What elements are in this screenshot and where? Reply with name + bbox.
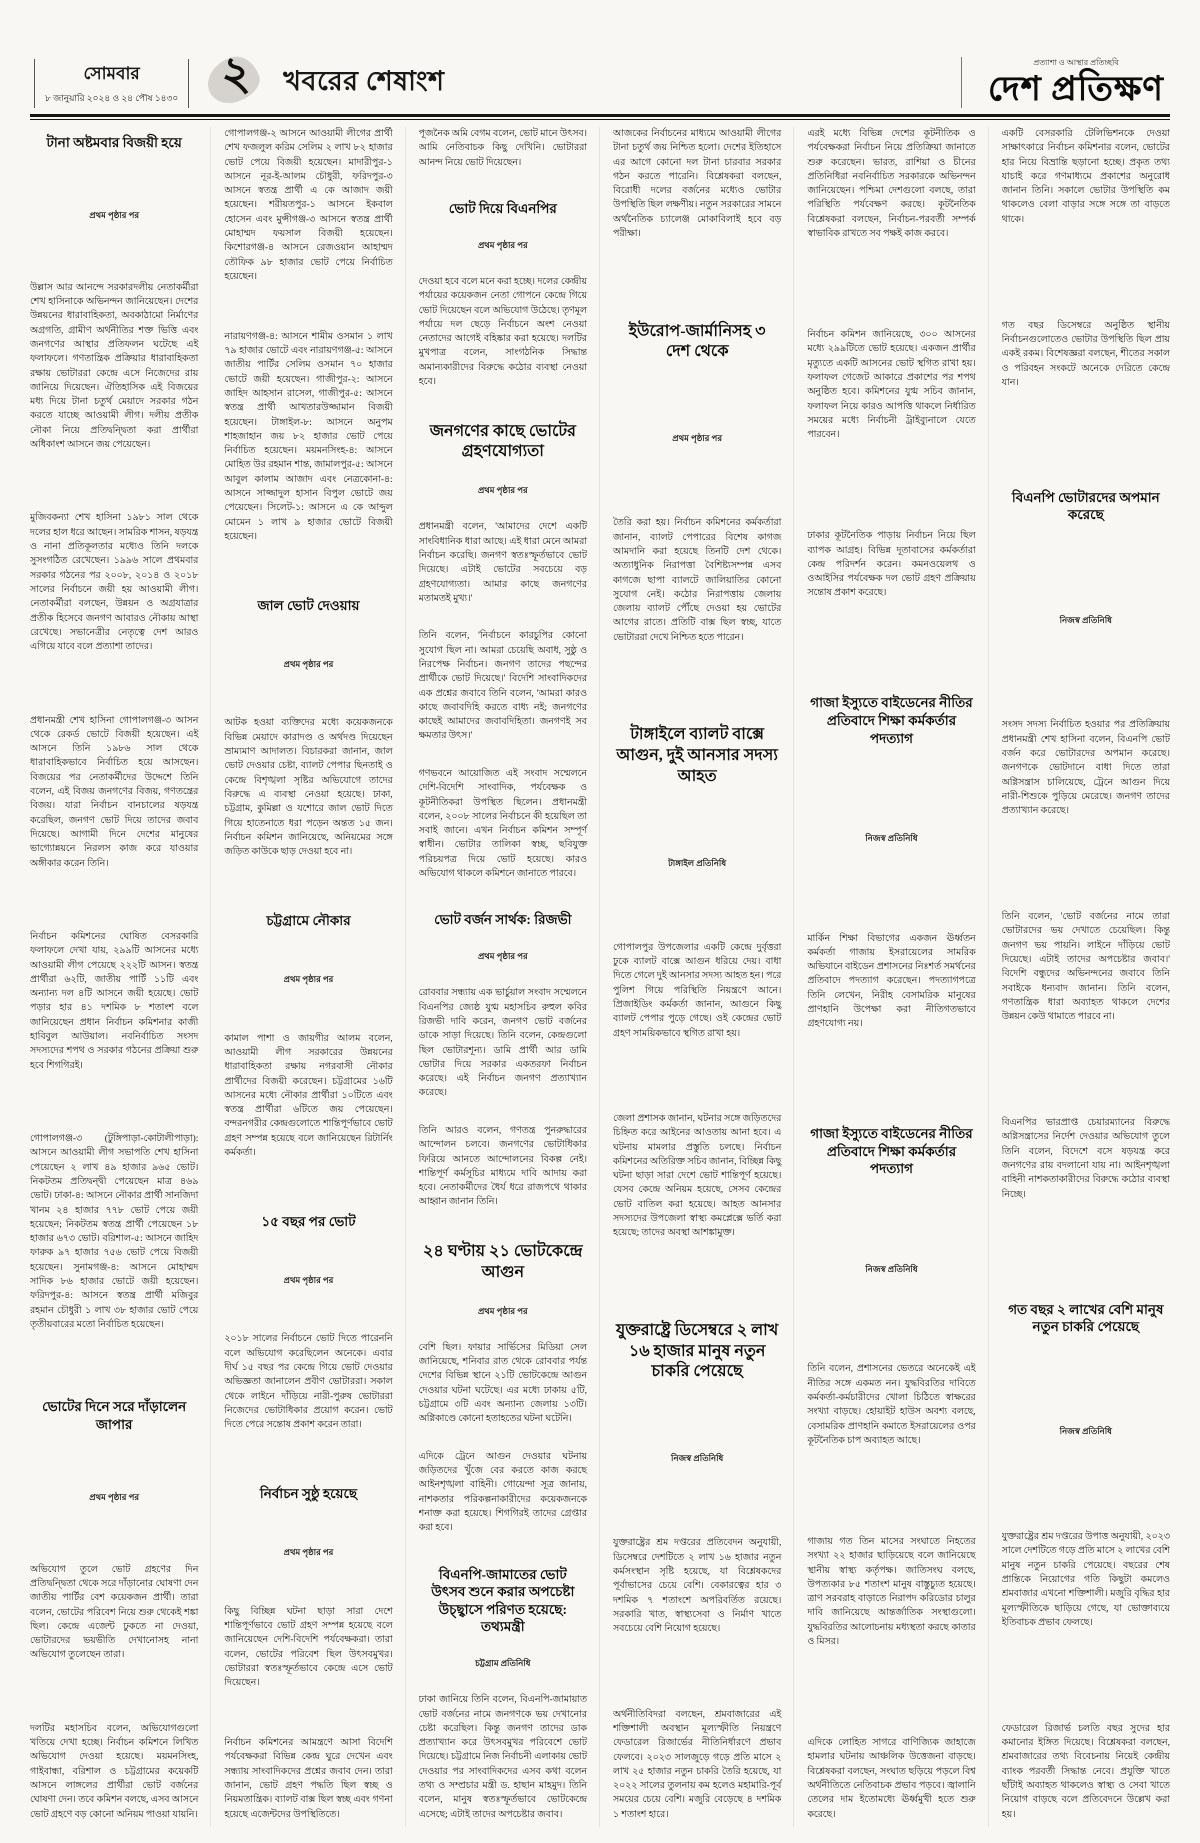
- article-paragraph: এরই মধ্যে বিভিন্ন দেশের কূটনীতিক ও পর্যবেক্ষকরা নির্বাচন নিয়ে প্রতিক্রিয়া জানাতে শুরু করেছেন। ভারত, রাশিয়া ও চীনের প্রতিনিধিরা নবনির্বাচিত সরকারকে অভিনন্দন জানিয়েছেন। পশ্চিমা দেশগুলো বলছে, তারা পরিস্থিতি পর্যবেক্ষণ করছে। কূটনৈতিক বিশ্লেষকরা বলছেন, নির্বাচন-পরবর্তী সম্পর্ক স্বাভাবিক রাখতে সব পক্ষই কাজ করবে।: [807, 129, 976, 240]
- article-paragraph: কিছু বিচ্ছিন্ন ঘটনা ছাড়া সারা দেশে শান্তিপূর্ণভাবে ভোট গ্রহণ সম্পন্ন হয়েছে বলে জানিয়েছেন দেশি-বিদেশি পর্যবেক্ষকরা। তারা বলেন, ভোটের পরিবেশ ছিল উৎসবমুখর। ভোটাররা স্বতঃস্ফূর্তভাবে কেন্দ্রে এসে ভোট দিয়েছেন।: [224, 1606, 393, 1689]
- article-paragraph: তিনি বলেন, 'ভোট বর্জনের নামে তারা ভোটারদের ভয় দেখাতে চেয়েছিল। কিন্তু জনগণ ভয় পায়নি। লাইনে দাঁড়িয়ে ভোট দিয়েছে। এটাই তাদের অপচেষ্টার জবাব।' বিদেশি বন্ধুদের অভিনন্দনের জবাবে তিনি সবাইকে ধন্যবাদ জানান। তিনি বলেন, গণতান্ত্রিক ধারা অব্যাহত থাকলে দেশের উন্নয়ন কেউ থামাতে পারবে না।: [1001, 912, 1170, 1023]
- article-paragraph: নারায়ণগঞ্জ-৪: আসনে শামীম ওসমান ১ লাখ ৭৯ হাজার ভোটে এবং নারায়ণগঞ্জ-৫: আসনে জাতীয় পার্টির সেলিম ওসমান ৭০ হাজার ভোটে জয়ী হয়েছেন। গাজীপুর-২: আসনে জাহিদ আহসান রাসেল, গাজীপুর-৫: আসনে স্বতন্ত্র প্রার্থী আখতারউজ্জামান বিজয়ী হয়েছেন। টাঙ্গাইল-৮: আসনে অনুপম শাহজাহান জয় ৮২ হাজার ভোট পেয়ে নির্বাচিত হয়েছেন। ময়মনসিংহ-৪: আসনে মোহিত উর রহমান শান্ত, জামালপুর-৫: আসনে আবুল কালাম আজাদ এবং নেত্রকোনা-৪: আসনে সাজ্জাদুল হাসান বিপুল ভোটে জয় পেয়েছেন। সিলেট-১: আসনে এ কে আব্দুল মোমেন ১ লাখ ৯ হাজার ভোটে বিজয়ী হয়েছেন।: [224, 331, 393, 542]
- column-5: [807, 127, 988, 1827]
- article-byline: নিজস্ব প্রতিনিধি: [1059, 1426, 1112, 1437]
- newspaper-logo: দেশ প্রতিক্ষণ: [988, 70, 1164, 108]
- column-2: [224, 127, 405, 1827]
- article-paragraph: তিনি বলেন, 'নির্বাচনে কারচুপির কোনো সুযোগ ছিল না। আমরা চেয়েছি অবাধ, সুষ্ঠু ও নিরপেক্ষ নির্বাচন। জনগণ তাদের পছন্দের প্রার্থীকে ভোট দিয়েছে।' বিদেশি সাংবাদিকদের এক প্রশ্নের জবাবে তিনি বলেন, 'আমরা কারও কাছে জবাবদিহি করতে বাধ্য নই; জনগণের কাছেই আমাদের জবাবদিহিতা। জনগণই সব ক্ষমতার উৎস।': [418, 631, 587, 742]
- column-3: [419, 127, 600, 1827]
- article-byline: প্রথম পৃষ্ঠার পর: [283, 974, 334, 985]
- article-byline: প্রথম পৃষ্ঠার পর: [477, 951, 528, 962]
- article-byline: প্রথম পৃষ্ঠার পর: [89, 209, 140, 220]
- article-paragraph: উল্লাস আর আনন্দে সরকারদলীয় নেতাকর্মীরা শেখ হাসিনাকে অভিনন্দন জানিয়েছেন। দেশের উন্নয়নের ধারাবাহিকতা, অবকাঠামো নির্মাণের অগ্রগতি, গ্রামীণ অর্থনীতির শক্ত ভিত্তি এবং জনগণের আস্থার প্রতিফলন ঘটেছে এই ফলাফলে। গণতান্ত্রিক প্রক্রিয়ার ধারাবাহিকতা রক্ষায় ভোটাররা কেন্দ্রে এসে নিজেদের রায় জানিয়ে দিয়েছেন। ঐতিহাসিক এই বিজয়ের মধ্য দিয়ে টানা চতুর্থ মেয়াদে সরকার গঠন করতে যাচ্ছে আওয়ামী লীগ। দলীয় প্রতীক নৌকা নিয়ে প্রতিদ্বন্দ্বিতা করা প্রার্থীরা অধিকাংশ আসনে জয় পেয়েছেন।: [30, 282, 199, 451]
- article-headline: ভোট বর্জন সার্থক: রিজভী: [434, 912, 572, 928]
- date-label: ৮ জানুয়ারি ২০২৪ ও ২৪ পৌষ ১৪৩০: [45, 93, 179, 103]
- article-headline: বিএনপি ভোটারদের অপমান করেছে: [1011, 489, 1160, 523]
- article-paragraph: এদিকে ট্রেনে আগুন দেওয়ার ঘটনায় জড়িতদের খুঁজে বের করতে কাজ করছে আইনশৃঙ্খলা বাহিনী। গোয়েন্দা সূত্র জানায়, নাশকতার পরিকল্পনাকারীদের কয়েকজনকে শনাক্ত করা হয়েছে। শিগগিরই তাদের গ্রেপ্তার করা হবে।: [418, 1451, 587, 1534]
- article-paragraph: মুজিবকন্যা শেখ হাসিনা ১৯৮১ সাল থেকে দলের হাল ধরে আছেন। সামরিক শাসন, ষড়যন্ত্র ও নানা প্রতিকূলতার মধ্যেও তিনি দলকে সুসংগঠিত রেখেছেন। ১৯৯৬ সালে প্রথমবার সরকার গঠনের পর ২০০৮, ২০১৪ ও ২০১৮ সালের নির্বাচনে জয়ী হয় আওয়ামী লীগ। নেতাকর্মীরা বলছেন, উন্নয়ন ও অগ্রযাত্রার প্রতীক হিসেবে জনগণ আবারও নৌকায় আস্থা রেখেছে। সভানেত্রীর নেতৃত্বে দেশ আরও এগিয়ে যাবে বলে প্রত্যাশা তাদের।: [30, 513, 199, 653]
- article-paragraph: তিনি আরও বলেন, গণতন্ত্র পুনরুদ্ধারের আন্দোলন চলবে। জনগণের ভোটাধিকার ফিরিয়ে আনতে আন্দোলনের বিকল্প নেই। শান্তিপূর্ণ কর্মসূচির মাধ্যমে দাবি আদায় করা হবে। নেতাকর্মীদের ধৈর্য ধরে রাজপথে থাকার আহ্বান জানান তিনি।: [418, 1125, 587, 1208]
- article-headline: ভোট দিয়ে বিএনপির: [448, 201, 557, 217]
- article-headline: ইউরোপ-জার্মানিসহ ৩ দেশ থেকে: [628, 322, 766, 361]
- article-paragraph: একটি বেসরকারি টেলিভিশনকে দেওয়া সাক্ষাৎকারে নির্বাচন কমিশনার বলেন, ভোটের হার নিয়ে বিভ্রান্তি ছড়ানো হচ্ছে। প্রকৃত তথ্য যাচাই করে গণমাধ্যমে প্রকাশের অনুরোধ জানান তিনি। সকালে ভোটার উপস্থিতি কম থাকলেও বেলা বাড়ার সঙ্গে সঙ্গে তা বাড়তে থাকে।: [1001, 129, 1170, 225]
- article-paragraph: গণভবনে আয়োজিত এই সংবাদ সম্মেলনে দেশি-বিদেশি সাংবাদিক, পর্যবেক্ষক ও কূটনীতিকরা উপস্থিত ছিলেন। প্রধানমন্ত্রী বলেন, ২০০৮ সালের নির্বাচনে কী হয়েছিল তা সবাই জানে। এখন নির্বাচন কমিশন সম্পূর্ণ স্বাধীন। ভোটার তালিকা স্বচ্ছ, ছবিযুক্ত পরিচয়পত্র দিয়ে ভোট হয়েছে। কারও অভিযোগ থাকলে কমিশনে জানাতে পারবে।: [418, 768, 587, 880]
- column-1: [30, 127, 211, 1827]
- logo-tagline: প্রত্যাশা ও আস্থার প্রতিচ্ছবি: [1033, 57, 1119, 67]
- masthead: [30, 14, 1170, 117]
- article-byline: নিজস্ব প্রতিনিধি: [671, 1453, 724, 1464]
- logo-block: [961, 57, 1166, 108]
- article-byline: নিজস্ব প্রতিনিধি: [865, 1263, 918, 1274]
- article-paragraph: জেলা প্রশাসক জানান, ঘটনার সঙ্গে জড়িতদের চিহ্নিত করে আইনের আওতায় আনা হবে। এ ঘটনায় মামলার প্রস্তুতি চলছে। নির্বাচন কমিশনের অতিরিক্ত সচিব জানান, বিচ্ছিন্ন কিছু ঘটনা ছাড়া সারা দেশে ভোট শান্তিপূর্ণ হয়েছে। যেসব কেন্দ্রে অনিয়ম হয়েছে, সেসব কেন্দ্রের ভোট বাতিল করা হয়েছে। আহত আনসার সদস্যদের উপজেলা স্বাস্থ্য কমপ্লেক্সে ভর্তি করা হয়েছে; তাদের অবস্থা আশঙ্কামুক্ত।: [612, 1113, 782, 1239]
- article-paragraph: ২০১৮ সালের নির্বাচনে ভোট দিতে পারেননি বলে অভিযোগ করেছিলেন অনেকে। এবার দীর্ঘ ১৫ বছর পর কেন্দ্রে গিয়ে ভোট দেওয়ার অভিজ্ঞতা জানালেন প্রবীণ ভোটাররা। সকাল থেকে লাইনে দাঁড়িয়ে নারী-পুরুষ ভোটাররা নিজেদের ভোটাধিকার প্রয়োগ করেন। ভোট দিতে পেরে সন্তোষ প্রকাশ করেন তারা।: [224, 1334, 393, 1431]
- article-byline: নিজস্ব প্রতিনিধি: [865, 832, 918, 843]
- article-byline: চট্টগ্রাম প্রতিনিধি: [475, 1658, 531, 1669]
- article-headline: চট্টগ্রামে নৌকার: [266, 912, 351, 928]
- article-paragraph: দলটির মহাসচিব বলেন, অভিযোগগুলো খতিয়ে দেখা হচ্ছে। নির্বাচন কমিশনে লিখিত অভিযোগ দেওয়া হয়েছে। ময়মনসিংহ, গাইবান্ধা, বরিশাল ও চট্টগ্রামের কয়েকটি আসনে লাঙ্গলের প্রার্থীরা ভোট বর্জনের ঘোষণা দেন। তবে কমিশন বলছে, এসব আসনে ভোট গ্রহণে বড় কোনো অনিয়ম পাওয়া যায়নি।: [30, 1723, 199, 1820]
- column-4: [613, 127, 794, 1827]
- article-headline: টানা অষ্টমবার বিজয়ী হয়ে: [46, 135, 182, 150]
- article-paragraph: তৈরি করা হয়। নির্বাচন কমিশনের কর্মকর্তারা জানান, ব্যালট পেপারের বিশেষ কাগজ আমদানি করা হয়েছে তিনটি দেশ থেকে। অত্যাধুনিক নিরাপত্তা বৈশিষ্ট্যসম্পন্ন এসব কাগজে ছাপা ব্যালটে জালিয়াতির কোনো সুযোগ নেই। কঠোর নিরাপত্তায় জেলায় জেলায় ব্যালট পৌঁছে দেওয়া হয় ভোটের আগের রাতে। প্রতিটি বাক্স ছিল স্বচ্ছ, যাতে ভোটাররা দেখে নিশ্চিত হতে পারেন।: [612, 518, 782, 643]
- article-paragraph: বেশি ছিল। ফায়ার সার্ভিসের মিডিয়া সেল জানিয়েছে, শনিবার রাত থেকে রোববার পর্যন্ত দেশের বিভিন্ন স্থানে ২১টি ভোটকেন্দ্রে আগুন দেওয়ার ঘটনা ঘটেছে। এর মধ্যে ঢাকায় ৫টি, চট্টগ্রামে ৩টি এবং অন্যান্য জেলায় ১৩টি। অগ্নিকাণ্ডে কোনো হতাহতের ঘটনা ঘটেনি।: [418, 1342, 587, 1425]
- article-byline: প্রথম পৃষ্ঠার পর: [283, 1547, 334, 1558]
- article-paragraph: গাজায় গত তিন মাসের সংঘাতে নিহতের সংখ্যা ২২ হাজার ছাড়িয়েছে বলে জানিয়েছে স্থানীয় স্বাস্থ্য কর্তৃপক্ষ। জাতিসংঘ বলছে, উপত্যকার ৮৫ শতাংশ মানুষ বাস্তুচ্যুত হয়েছে। ত্রাণ সরবরাহ বাড়াতে নিরাপদ করিডোর চালুর দাবি জানিয়েছে আন্তর্জাতিক সংস্থাগুলো। যুদ্ধবিরতির আলোচনায় মধ্যস্থতা করছে কাতার ও মিসর।: [807, 1536, 976, 1648]
- article-headline: জনগণের কাছে ভোটের গ্রহণযোগ্যতা: [429, 422, 576, 461]
- article-paragraph: পূজনৈক অমি বেগম বলেন, ভোট মানে উৎসব। আমি নেতিবাচক কিছু দেখিনি। ভোটাররা আনন্দ নিয়ে ভোট দিয়েছেন।: [418, 129, 587, 168]
- article-paragraph: রোববার সন্ধ্যায় এক ভার্চুয়াল সংবাদ সম্মেলনে বিএনপির জ্যেষ্ঠ যুগ্ম মহাসচিব রুহুল কবির রিজভী দাবি করেন, জনগণ ভোট বর্জনের ডাকে সাড়া দিয়েছে। তিনি বলেন, কেন্দ্রগুলো ছিল ভোটারশূন্য। ডামি প্রার্থী আর ডামি ভোটার দিয়ে সরকার একতরফা নির্বাচন করেছে। এই নির্বাচন জনগণ প্রত্যাখ্যান করেছে।: [418, 988, 587, 1099]
- article-headline: ভোটের দিনে সরে দাঁড়ালেন জাপার: [42, 1399, 187, 1432]
- article-headline: গাজা ইস্যুতে বাইডেনের নীতির প্রতিবাদে শিক্ষা কর্মকর্তার পদত্যাগ: [810, 1126, 973, 1177]
- article-paragraph: নির্বাচন কমিশনের আমন্ত্রণে আসা বিদেশি পর্যবেক্ষকরা বিভিন্ন কেন্দ্র ঘুরে দেখেন এবং সন্ধ্যায় সাংবাদিকদের প্রশ্নের জবাব দেন। তারা জানান, ভোট গ্রহণ পদ্ধতি ছিল স্বচ্ছ ও নিয়মতান্ত্রিক। ব্যালট বাক্স ছিল স্বচ্ছ এবং গণনা হয়েছে এজেন্টদের উপস্থিতিতে।: [224, 1738, 393, 1820]
- article-paragraph: যুক্তরাষ্ট্রের শ্রম দপ্তরের উপাত্ত অনুযায়ী, ২০২৩ সালে দেশটিতে গড়ে প্রতি মাসে ২ লাখের বেশি মানুষ নতুন চাকরি পেয়েছে। বছরের শেষ প্রান্তিকে নিয়োগের গতি কিছুটা কমলেও শ্রমবাজার এখনো শক্তিশালী। মজুরি বৃদ্ধির হার মূল্যস্ফীতিকে ছাড়িয়ে গেছে, যা ভোক্তাব্যয়ে ইতিবাচক প্রভাব ফেলছে।: [1001, 1532, 1170, 1628]
- article-paragraph: ঢাকা জানিয়ে তিনি বলেন, বিএনপি-জামায়াত ভোট বর্জনের নামে জনগণকে ভয় দেখানোর চেষ্টা করেছিল। কিন্তু জনগণ তাদের ডাক প্রত্যাখ্যান করে উৎসবমুখর পরিবেশে ভোট দিয়েছে। চট্টগ্রামে নিজ নির্বাচনী এলাকায় ভোট দেওয়ার পর সাংবাদিকদের এসব কথা বলেন তথ্য ও সম্প্রচার মন্ত্রী ড. হাছান মাহমুদ। তিনি বলেন, মানুষ স্বতঃস্ফূর্তভাবে ভোটকেন্দ্রে এসেছে; এটাই তাদের অপচেষ্টার জবাব।: [418, 1695, 587, 1820]
- article-byline: প্রথম পৃষ্ঠার পর: [89, 1491, 140, 1502]
- article-headline: টাঙ্গাইলে ব্যালট বাক্সে আগুন, দুই আনসার সদস্য আহত: [616, 726, 778, 785]
- article-paragraph: অর্থনীতিবিদরা বলছেন, শ্রমবাজারের এই শক্তিশালী অবস্থান মূল্যস্ফীতি নিয়ন্ত্রণে ফেডারেল রিজার্ভের নীতিনির্ধারণে প্রভাব ফেলবে। ২০২৩ সালজুড়ে গড়ে প্রতি মাসে ২ লাখ ২৫ হাজার নতুন চাকরি তৈরি হয়েছে, যা ২০২২ সালের তুলনায় কম হলেও মহামারি-পূর্ব সময়ের চেয়ে বেশি। মজুরি বেড়েছে ৪ দশমিক ১ শতাংশ হারে।: [612, 1709, 782, 1820]
- article-headline: গত বছর ২ লাখের বেশি মানুষ নতুন চাকরি পেয়েছে: [1008, 1301, 1164, 1335]
- article-paragraph: আটক হওয়া ব্যক্তিদের মধ্যে কয়েকজনকে বিভিন্ন মেয়াদে কারাদণ্ড ও অর্থদণ্ড দিয়েছেন ভ্রাম্যমাণ আদালত। বিচারকরা জানান, জাল ভোট দেওয়ার চেষ্টা, ব্যালট পেপার ছিনতাই ও কেন্দ্রে বিশৃঙ্খলা সৃষ্টির অভিযোগে তাদের বিরুদ্ধে এ ব্যবস্থা নেওয়া হয়েছে। ঢাকা, চট্টগ্রাম, কুমিল্লা ও যশোরে জাল ভোট দিতে গিয়ে হাতেনাতে ধরা পড়েন অন্তত ১৫ জন। নির্বাচন কমিশন জানিয়েছে, অনিয়মের সঙ্গে জড়িত কাউকে ছাড় দেওয়া হবে না।: [224, 718, 393, 858]
- article-paragraph: তিনি বলেন, প্রশাসনের ভেতরে অনেকেই এই নীতির সঙ্গে একমত নন। যুদ্ধবিরতির দাবিতে কর্মকর্তা-কর্মচারীদের খোলা চিঠিতে স্বাক্ষরের সংখ্যা বাড়ছে। হোয়াইট হাউস অবশ্য বলছে, বেসামরিক প্রাণহানি কমাতে ইসরায়েলের ওপর কূটনৈতিক চাপ অব্যাহত আছে।: [807, 1364, 976, 1446]
- weekday-label: সোমবার: [83, 64, 140, 83]
- article-byline: টাঙ্গাইল প্রতিনিধি: [668, 857, 727, 868]
- article-paragraph: দেওয়া হবে বলে মনে করা হচ্ছে। দলের কেন্দ্রীয় পর্যায়ের কয়েকজন নেতা গোপনে কেন্দ্রে গিয়ে ভোট দিয়েছেন বলে অভিযোগ উঠেছে। তৃণমূল পর্যায়ে দল ছেড়ে নির্বাচনে অংশ নেওয়া নেতাদের আগেই বহিষ্কার করা হয়েছে। দলটির মুখপাত্র বলেন, সাংগঠনিক সিদ্ধান্ত অমান্যকারীদের বিরুদ্ধে কঠোর ব্যবস্থা নেওয়া হবে।: [418, 276, 587, 388]
- article-paragraph: সংসদ সদস্য নির্বাচিত হওয়ার পর প্রতিক্রিয়ায় প্রধানমন্ত্রী শেখ হাসিনা বলেন, বিএনপি ভোট বর্জন করে ভোটারদের অপমান করেছে। জনগণকে ভোটদানে বাধা দিতে তারা অগ্নিসন্ত্রাস চালিয়েছে, ট্রেনে আগুন দিয়ে নারী-শিশুকে পুড়িয়ে মেরেছে। জনগণ তাদের প্রত্যাখ্যান করেছে।: [1001, 720, 1170, 817]
- article-headline: জাল ভোট দেওয়ায়: [257, 597, 360, 613]
- article-headline: ২৪ ঘণ্টায় ২১ ভোটকেন্দ্রে আগুন: [423, 1242, 583, 1281]
- article-paragraph: ফেডারেল রিজার্ভ চলতি বছর সুদের হার কমানোর ইঙ্গিত দিয়েছে। বিশ্লেষকরা বলছেন, শ্রমবাজারের তথ্য বিবেচনায় নিয়েই কেন্দ্রীয় ব্যাংক পরবর্তী সিদ্ধান্ত নেবে। প্রযুক্তি খাতে ছাঁটাই অব্যাহত থাকলেও স্বাস্থ্য ও সেবা খাতে নিয়োগ বাড়ছে বলে প্রতিবেদনে উল্লেখ করা হয়।: [1001, 1723, 1170, 1820]
- page-number: ২: [221, 48, 252, 99]
- article-byline: প্রথম পৃষ্ঠার পর: [283, 658, 334, 669]
- article-paragraph: যুক্তরাষ্ট্রের শ্রম দপ্তরের প্রতিবেদন অনুযায়ী, ডিসেম্বরে দেশটিতে ২ লাখ ১৬ হাজার নতুন কর্মসংস্থান সৃষ্টি হয়েছে, যা বিশ্লেষকদের পূর্বাভাসের চেয়ে বেশি। বেকারত্বের হার ৩ দশমিক ৭ শতাংশে অপরিবর্তিত রয়েছে। সরকারি খাত, স্বাস্থ্যসেবা ও নির্মাণ খাতে সবচেয়ে বেশি নিয়োগ হয়েছে।: [612, 1538, 782, 1635]
- article-headline: যুক্তরাষ্ট্রে ডিসেম্বরে ২ লাখ ১৬ হাজার মানুষ নতুন চাকরি পেয়েছে: [615, 1321, 779, 1381]
- article-paragraph: আজকের নির্বাচনের মাধ্যমে আওয়ামী লীগের টানা চতুর্থ জয় নিশ্চিত হলো। দেশের ইতিহাসে এর আগে কোনো দল টানা চারবার সরকার গঠন করতে পারেনি। বিশ্লেষকরা বলছেন, বিরোধী দলের বর্জনের মধ্যেও ভোটার উপস্থিতি ছিল লক্ষণীয়। নতুন সরকারের সামনে অর্থনৈতিক চ্যালেঞ্জ মোকাবিলাই হবে বড় পরীক্ষা।: [612, 129, 782, 240]
- article-paragraph: নির্বাচন কমিশনের ঘোষিত বেসরকারি ফলাফলে দেখা যায়, ২৯৯টি আসনের মধ্যে আওয়ামী লীগ পেয়েছে ২২২টি আসন। স্বতন্ত্র প্রার্থীরা ৬২টি, জাতীয় পার্টি ১১টি এবং অন্যান্য দল ৪টি আসনে জয়ী হয়েছে। ভোট পড়ার হার ৪১ দশমিক ৮ শতাংশ বলে জানিয়েছেন প্রধান নির্বাচন কমিশনার কাজী হাবিবুল আউয়াল। নবনির্বাচিত সংসদ সদস্যদের শপথ ও সরকার গঠনের প্রক্রিয়া শুরু হবে শিগগিরই।: [30, 931, 199, 1071]
- article-byline: প্রথম পৃষ্ঠার পর: [477, 239, 528, 250]
- article-headline: গাজা ইস্যুতে বাইডেনের নীতির প্রতিবাদে শিক্ষা কর্মকর্তার পদত্যাগ: [810, 695, 973, 746]
- article-headline: নির্বাচন সুষ্ঠু হয়েছে: [259, 1486, 358, 1502]
- section-title: খবরের শেষাংশ: [283, 66, 445, 96]
- article-paragraph: প্রধানমন্ত্রী বলেন, 'আমাদের দেশে একটি সাংবিধানিক ধারা আছে। এই ধারা মেনে আমরা নির্বাচন করেছি। জনগণ স্বতঃস্ফূর্তভাবে ভোট দিয়েছে। এটাই ভোটের সবচেয়ে বড় গ্রহণযোগ্যতা। আমার কাছে জনগণের মতামতই মুখ্য।': [418, 522, 587, 604]
- article-byline: প্রথম পৃষ্ঠার পর: [477, 485, 528, 496]
- page-number-block: [203, 48, 269, 108]
- columns: [30, 127, 1170, 1827]
- article-byline: প্রথম পৃষ্ঠার পর: [283, 1274, 334, 1285]
- article-paragraph: অভিযোগ তুলে ভোট গ্রহণের দিন প্রতিদ্বন্দ্বিতা থেকে সরে দাঁড়ানোর ঘোষণা দেন জাতীয় পার্টির বেশ কয়েকজন প্রার্থী। তারা বলেন, ভোটের পরিবেশ নিয়ে শুরু থেকেই শঙ্কা ছিল। কেন্দ্রে এজেন্ট ঢুকতে না দেওয়া, ভোটারদের ভয়ভীতি দেখানোসহ নানা অভিযোগ তুলেছেন তারা।: [30, 1564, 199, 1661]
- date-box: [34, 59, 189, 108]
- article-paragraph: গোপালগঞ্জ-২ আসনে আওয়ামী লীগের প্রার্থী শেখ ফজলুল করিম সেলিম ২ লাখ ৮২ হাজার ভোট পেয়ে বিজয়ী হয়েছেন। মাদারীপুর-১ আসনে নূর-ই-আলম চৌধুরী, ফরিদপুর-৩ আসনে স্বতন্ত্র প্রার্থী এ কে আজাদ জয়ী হয়েছেন। শরীয়তপুর-১ আসনে ইকবাল হোসেন এবং মুন্সীগঞ্জ-৩ আসনে স্বতন্ত্র প্রার্থী মোহাম্মদ ফয়সাল বিজয়ী হয়েছেন। কিশোরগঞ্জ-৪ আসনে রেজওয়ান আহাম্মদ তৌফিক ৯৮ হাজার ভোট পেয়ে নির্বাচিত হয়েছেন।: [224, 129, 393, 282]
- article-paragraph: কামাল পাশা ও জায়গীর আলম বলেন, আওয়ামী লীগ সরকারের উন্নয়নের ধারাবাহিকতা রক্ষায় নগরবাসী নৌকার প্রার্থীদের বিজয়ী করেছেন। চট্টগ্রামের ১৬টি আসনের মধ্যে নৌকার প্রার্থীরা ১০টিতে এবং স্বতন্ত্র প্রার্থীরা ৬টিতে জয় পেয়েছেন। বন্দরনগরীর কেন্দ্রগুলোতে শান্তিপূর্ণভাবে ভোট গ্রহণ সম্পন্ন হয়েছে বলে জানিয়েছেন রিটার্নিং কর্মকর্তা।: [224, 1033, 393, 1158]
- article-byline: প্রথম পৃষ্ঠার পর: [477, 1305, 528, 1316]
- article-headline: ১৫ বছর পর ভোট: [261, 1213, 356, 1229]
- article-byline: প্রথম পৃষ্ঠার পর: [672, 433, 722, 444]
- column-6: [1002, 127, 1170, 1827]
- article-paragraph: প্রধানমন্ত্রী শেখ হাসিনা গোপালগঞ্জ-৩ আসন থেকে রেকর্ড ভোটে বিজয়ী হয়েছেন। এই আসনে তিনি ১৯৮৬ সাল থেকে ধারাবাহিকভাবে নির্বাচিত হয়ে আসছেন। বিজয়ের পর নেতাকর্মীদের উদ্দেশে তিনি বলেন, এই বিজয় জনগণের বিজয়, গণতন্ত্রের বিজয়। যারা নির্বাচন বানচালের ষড়যন্ত্র করেছিল, জনগণ ভোট দিয়ে তাদের জবাব দিয়েছে। আগামী দিনে দেশের মানুষের ভাগ্যোন্নয়নে নিরলস কাজ করে যাওয়ার অঙ্গীকার করেন তিনি।: [30, 715, 199, 869]
- article-headline: বিএনপি-জামাতের ভোট উৎসব শুনে করার অপচেষ্টা উচ্ছ্বাসে পরিণত হয়েছে: তথ্যমন্ত্রী: [431, 1566, 575, 1635]
- article-paragraph: নির্বাচন কমিশন জানিয়েছে, ৩০০ আসনের মধ্যে ২৯৯টিতে ভোট হয়েছে। একজন প্রার্থীর মৃত্যুতে একটি আসনের ভোট স্থগিত রাখা হয়। ফলাফল গেজেট আকারে প্রকাশের পর শপথ অনুষ্ঠিত হবে। কমিশনের যুগ্ম সচিব জানান, ফলাফল নিয়ে কারও আপত্তি থাকলে নির্ধারিত সময়ের মধ্যে নির্বাচনী ট্রাইব্যুনালে যেতে পারবেন।: [807, 330, 976, 441]
- article-paragraph: গত বছর ডিসেম্বরে অনুষ্ঠিত স্থানীয় নির্বাচনগুলোতেও ভোটার উপস্থিতি ছিল প্রায় একই রকম। বিশেষজ্ঞরা বলছেন, শীতের সকাল ও পরিবহন সংকটে অনেকে দেরিতে কেন্দ্রে যান।: [1001, 320, 1170, 388]
- article-paragraph: গোপালগঞ্জ-৩ (টুঙ্গিপাড়া-কোটালীপাড়া): আসনে আওয়ামী লীগ সভাপতি শেখ হাসিনা পেয়েছেন ২ লাখ ৪৯ হাজার ৯৬৫ ভোট। নিকটতম প্রতিদ্বন্দ্বী পেয়েছেন মাত্র ৪৬৯ ভোট। ঢাকা-৪: আসনে নৌকার প্রার্থী সানজিদা খানম ২৪ হাজার ৭৭৮ ভোট পেয়ে জয়ী হয়েছেন; নিকটতম স্বতন্ত্র প্রার্থী পেয়েছেন ১৮ হাজার ৬৭৩ ভোট। বরিশাল-৫: আসনে জাহিদ ফারুক ৯৭ হাজার ৭৫৬ ভোট পেয়ে বিজয়ী হয়েছেন। সুনামগঞ্জ-৪: আসনে মোহাম্মদ সাদিক ৮৬ হাজার ভোটে জয়ী হয়েছেন। ফরিদপুর-৪: আসনে স্বতন্ত্র প্রার্থী মজিবুর রহমান চৌধুরী ১ লাখ ৩৮ হাজার ভোট পেয়ে তৃতীয়বারের মতো নির্বাচিত হয়েছেন।: [30, 1134, 199, 1330]
- article-paragraph: মার্কিন শিক্ষা বিভাগের একজন ঊর্ধ্বতন কর্মকর্তা গাজায় ইসরায়েলের সামরিক অভিযানে বাইডেন প্রশাসনের নিঃশর্ত সমর্থনের প্রতিবাদে পদত্যাগ করেছেন। পদত্যাগপত্রে তিনি লেখেন, নিরীহ বেসামরিক মানুষের প্রাণহানি উপেক্ষা করা নীতিগতভাবে গ্রহণযোগ্য নয়।: [807, 933, 976, 1030]
- article-paragraph: গোপালপুর উপজেলার একটি কেন্দ্রে দুর্বৃত্তরা ঢুকে ব্যালট বাক্সে আগুন ধরিয়ে দেয়। বাধা দিতে গেলে দুই আনসার সদস্য আহত হন। পরে পুলিশ গিয়ে পরিস্থিতি নিয়ন্ত্রণে আনে। প্রিজাইডিং কর্মকর্তা জানান, আগুনে কিছু ব্যালট পেপার পুড়ে গেছে। ওই কেন্দ্রের ভোট গ্রহণ সাময়িকভাবে স্থগিত রাখা হয়।: [612, 942, 782, 1039]
- article-paragraph: এদিকে লোহিত সাগরে বাণিজ্যিক জাহাজে হামলার ঘটনায় আঞ্চলিক উত্তেজনা বাড়ছে। বিশ্লেষকরা বলছেন, সংঘাত ছড়িয়ে পড়লে বিশ্ব অর্থনীতিতে নেতিবাচক প্রভাব পড়বে। জ্বালানি তেলের দাম ইতোমধ্যে ঊর্ধ্বমুখী হতে শুরু করেছে।: [807, 1738, 976, 1820]
- article-paragraph: বিএনপির ভারপ্রাপ্ত চেয়ারম্যানের বিরুদ্ধে অগ্নিসন্ত্রাসের নির্দেশ দেওয়ার অভিযোগ তুলে তিনি বলেন, বিদেশে বসে ষড়যন্ত্র করে জনগণের রায় বদলানো যায় না। আইনশৃঙ্খলা বাহিনী নাশকতাকারীদের বিরুদ্ধে কঠোর ব্যবস্থা নিচ্ছে।: [1001, 1118, 1170, 1200]
- article-byline: নিজস্ব প্রতিনিধি: [1059, 614, 1112, 625]
- article-paragraph: ঢাকার কূটনৈতিক পাড়ায় নির্বাচন নিয়ে ছিল ব্যাপক আগ্রহ। বিভিন্ন দূতাবাসের কর্মকর্তারা কেন্দ্র পরিদর্শন করেন। কমনওয়েলথ ও ওআইসির পর্যবেক্ষক দল ভোট গ্রহণ প্রক্রিয়ায় সন্তোষ প্রকাশ করেছে।: [807, 531, 976, 599]
